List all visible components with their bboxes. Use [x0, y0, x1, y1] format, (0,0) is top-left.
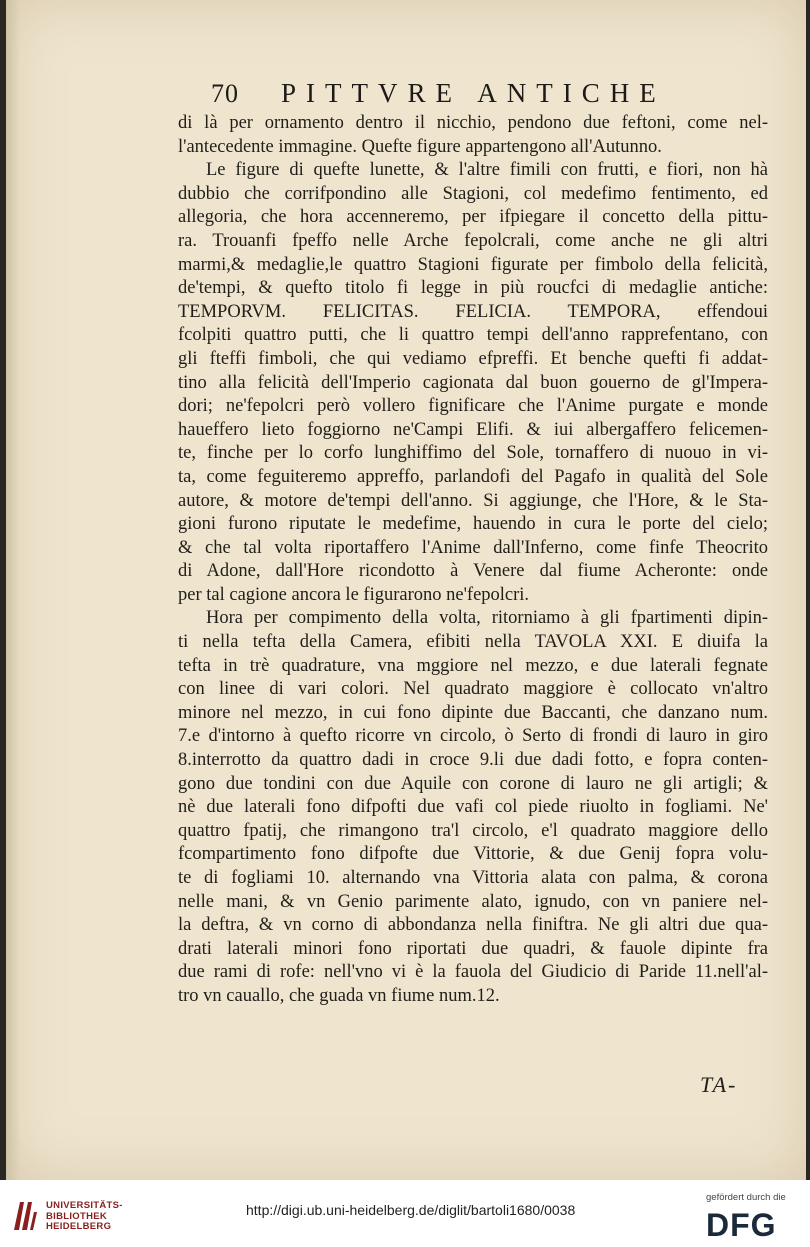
text-line: nè due laterali fono difpofti due vafi col piede riuolto in fogliami. Ne'	[178, 797, 768, 818]
text-line: ta, come feguiteremo appreffo, parlandofi del Pagafo in qualità del Sole	[178, 466, 768, 487]
text-line: due rami di rofe: nell'vno vi è la fauola del Giudicio di Paride 11.nell'al-	[178, 962, 768, 983]
text-line: & che tal volta riportaffero l'Anime dall'Inferno, come finfe Theocrito	[178, 537, 768, 558]
text-line: Hora per compimento della volta, ritorniamo à gli fpartimenti dipin-	[206, 608, 768, 629]
text-line: 8.interrotto da quattro dadi in croce 9.li due dadi fotto, e fopra conten-	[178, 750, 768, 771]
dfg-logo[interactable]	[704, 1206, 800, 1240]
text-line: gli fteffi fimboli, che qui vediamo efpreffi. Et benche quefti fi addat-	[178, 348, 768, 369]
text-line: te di fogliami 10. alternando vna Vittoria alata con palma, & corona	[178, 868, 768, 888]
university-library-logo-icon[interactable]	[12, 1198, 38, 1232]
text-line: fcompartimento fono difpofte due Vittorie, & due Genij fopra volu-	[178, 844, 768, 865]
page-header	[211, 78, 771, 109]
text-line: te, finche per lo corfo lunghiffimo del Sole, tornaffero di nuouo in vi-	[178, 443, 768, 464]
catchword: TA-	[700, 1072, 738, 1097]
text-line: dori; ne'fepolcri però vollero fignificare che l'Anime purgate e monde	[178, 396, 768, 417]
text-line: quattro fpatij, che rimangono tra'l circolo, e'l quadrato maggiore dello	[178, 820, 768, 841]
text-line: di là per ornamento dentro il nicchio, pendono due feftoni, come nel-	[178, 113, 768, 133]
text-line: tro vn cauallo, che guada vn fiume num.12.	[178, 985, 500, 1006]
text-line: l'antecedente immagine. Quefte figure appartengono all'Autunno.	[178, 136, 662, 157]
text-line: gioni furono riputate le medefime, hauendo in cura le porte del cielo;	[178, 514, 768, 535]
body-text	[178, 112, 768, 1009]
dfg-logo-text: DFG	[706, 1207, 777, 1240]
permalink-url[interactable]: http://digi.ub.uni-heidelberg.de/diglit/bartoli1680/0038	[246, 1202, 576, 1218]
text-line: Le figure di quefte lunette, & l'altre fimili con frutti, e fiori, non hà	[206, 160, 768, 181]
book-page	[6, 0, 806, 1180]
library-name-line: HEIDELBERG	[46, 1221, 112, 1232]
text-line: nelle mani, & vn Genio parimente alato, ignudo, con vn paniere nel-	[178, 891, 768, 912]
text-line: tefta in trè quadrature, vna mggiore nel mezzo, e due laterali fegnate	[178, 655, 768, 676]
library-name-line: UNIVERSITÄTS-	[46, 1200, 123, 1211]
page-number: 70	[211, 79, 239, 108]
text-line: minore nel mezzo, in cui fono dipinte due Baccanti, che danzano num.	[178, 702, 768, 723]
text-line: marmi,& medaglie,le quattro Stagioni figurate per fimbolo della felicità,	[178, 254, 768, 275]
text-line: autore, & motore de'tempi dell'anno. Si aggiunge, che l'Hore, & le Sta-	[178, 490, 768, 511]
text-line: per tal cagione ancora le figurarono ne'fepolcri.	[178, 584, 530, 605]
text-line: TEMPORVM. FELICITAS. FELICIA. TEMPORA, effendoui	[178, 301, 768, 322]
text-line: allegoria, che hora accenneremo, per ifpiegare il concetto della pittu-	[178, 207, 768, 228]
text-line: 7.e d'intorno à quefto ricorre vn circolo, ò Serto di frondi di lauro in giro	[178, 726, 768, 747]
text-line: con linee di vari colori. Nel quadrato maggiore è collocato vn'altro	[178, 679, 768, 700]
text-line: de'tempi, & quefto titolo fi legge in più roucfci di medaglie antiche:	[178, 278, 768, 299]
text-line: fcolpiti quattro putti, che li quattro tempi dell'anno rapprefentano, con	[178, 325, 768, 346]
text-line: di Adone, dall'Hore ricondotto à Venere dal fiume Acheronte: onde	[178, 561, 768, 582]
running-title: PITTVRE ANTICHE	[281, 78, 666, 108]
text-line: gono due tondini con due Aquile con corone di lauro ne gli artigli; &	[178, 773, 768, 794]
text-line: haueffero lieto foggiorno ne'Campi Elifi. & iui albergaffero felicemen-	[178, 419, 768, 440]
university-library-name[interactable]	[46, 1201, 123, 1233]
text-line: ti nella tefta della Camera, efibiti nella TAVOLA XXI. E diuifa la	[178, 632, 768, 653]
library-name-line: BIBLIOTHEK	[46, 1210, 108, 1222]
text-line: tino alla felicità dell'Imperio cagionata dal buon gouerno de gl'Impera-	[178, 372, 768, 393]
text-line: la deftra, & vn corno di abbondanza nella finiftra. Ne gli altri due qua-	[178, 915, 768, 936]
text-line: dubbio che corrifpondino alle Stagioni, col medefimo fentimento, ed	[178, 183, 768, 204]
text-line: ra. Trouanfi fpeffo nelle Arche fepolcrali, come anche ne gli altri	[178, 230, 768, 251]
viewer-footer	[0, 1180, 810, 1247]
text-line: drati laterali minori fono riportati due quadri, & fauole dipinte fra	[178, 938, 768, 959]
funded-by-label: gefördert durch die	[706, 1192, 786, 1203]
